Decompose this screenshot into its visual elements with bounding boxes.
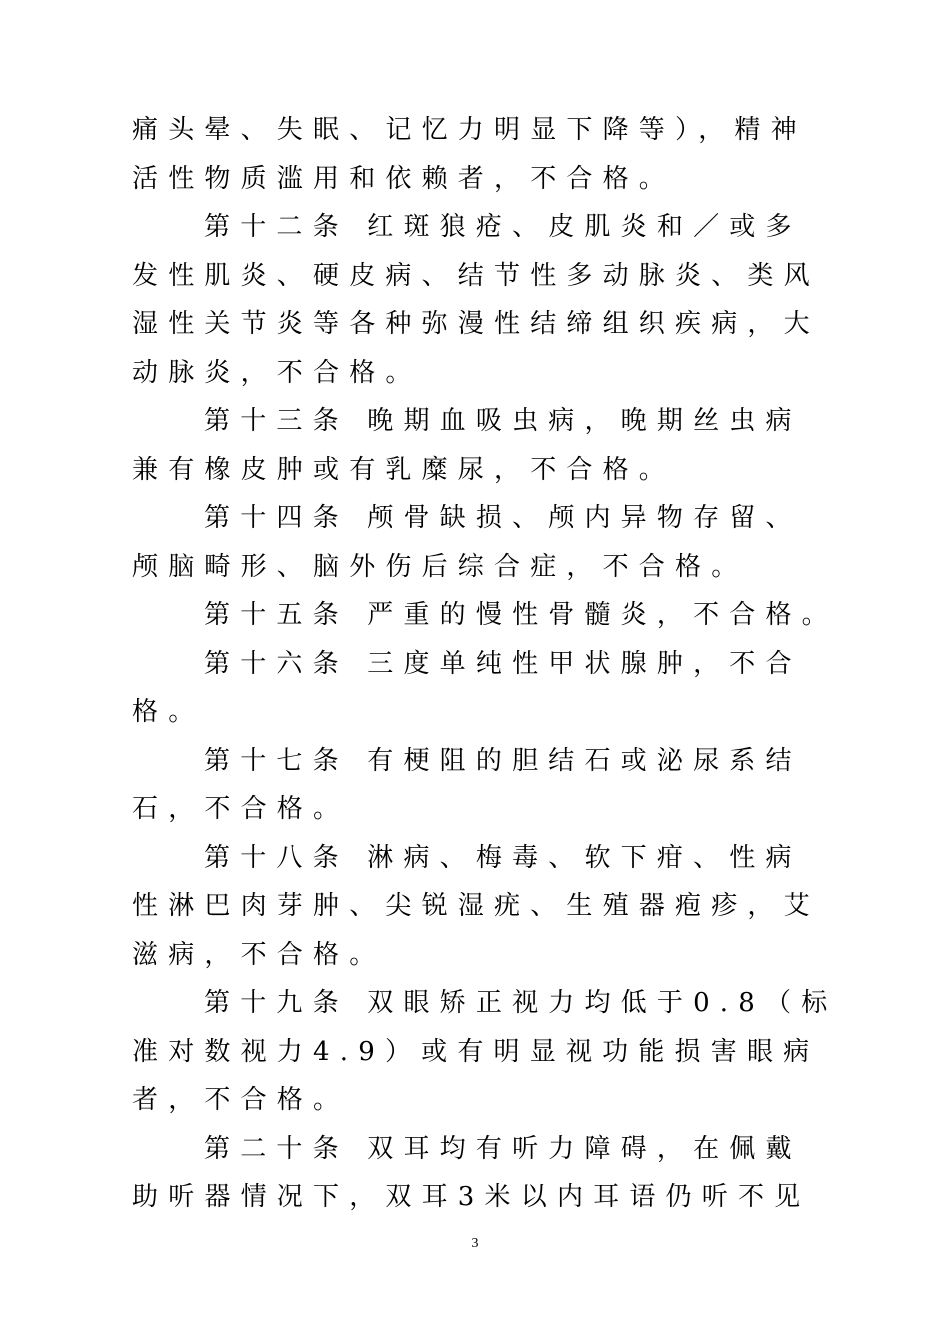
text-line: 发性肌炎、硬皮病、结节性多动脉炎、类风 (132, 260, 820, 291)
text-line: 湿性关节炎等各种弥漫性结缔组织疾病，大 (132, 309, 820, 339)
text-line: 助听器情况下，双耳3米以内耳语仍听不见 (132, 1182, 811, 1212)
text-line: 动脉炎，不合格。 (132, 357, 422, 388)
text-line: 石，不合格。 (132, 794, 350, 824)
body-text (132, 106, 838, 1222)
text-line: 准对数视力4.9）或有明显视功能损害眼病 (132, 1036, 820, 1067)
article-19-line: 第十九条 双眼矫正视力均低于0.8（标 (204, 988, 838, 1018)
article-18-line: 第十八条 淋病、梅毒、软下疳、性病 (204, 842, 802, 873)
text-line: 颅脑畸形、脑外伤后综合症，不合格。 (132, 551, 748, 582)
article-15-line: 第十五条 严重的慢性骨髓炎，不合格。 (204, 600, 838, 630)
article-17-line: 第十七条 有梗阻的胆结石或泌尿系结 (204, 745, 802, 776)
text-line: 兼有橡皮肿或有乳糜尿，不合格。 (132, 454, 676, 485)
article-16-line: 第十六条 三度单纯性甲状腺肿，不合 (204, 648, 802, 679)
text-line: 痛头晕、失眠、记忆力明显下降等），精神 (132, 115, 807, 145)
article-20-line: 第二十条 双耳均有听力障碍，在佩戴 (204, 1133, 802, 1164)
article-14-line: 第十四条 颅骨缺损、颅内异物存留、 (204, 503, 802, 533)
text-line: 滋病，不合格。 (132, 939, 386, 970)
text-line: 者，不合格。 (132, 1085, 350, 1115)
article-12-line: 第十二条 红斑狼疮、皮肌炎和／或多 (204, 212, 802, 242)
page-number: 3 (471, 1236, 479, 1251)
text-line: 格。 (132, 697, 205, 727)
text-line: 性淋巴肉芽肿、尖锐湿疣、生殖器疱疹，艾 (132, 891, 820, 921)
article-13-line: 第十三条 晚期血吸虫病，晚期丝虫病 (204, 406, 802, 436)
text-line: 活性物质滥用和依赖者，不合格。 (132, 163, 676, 194)
